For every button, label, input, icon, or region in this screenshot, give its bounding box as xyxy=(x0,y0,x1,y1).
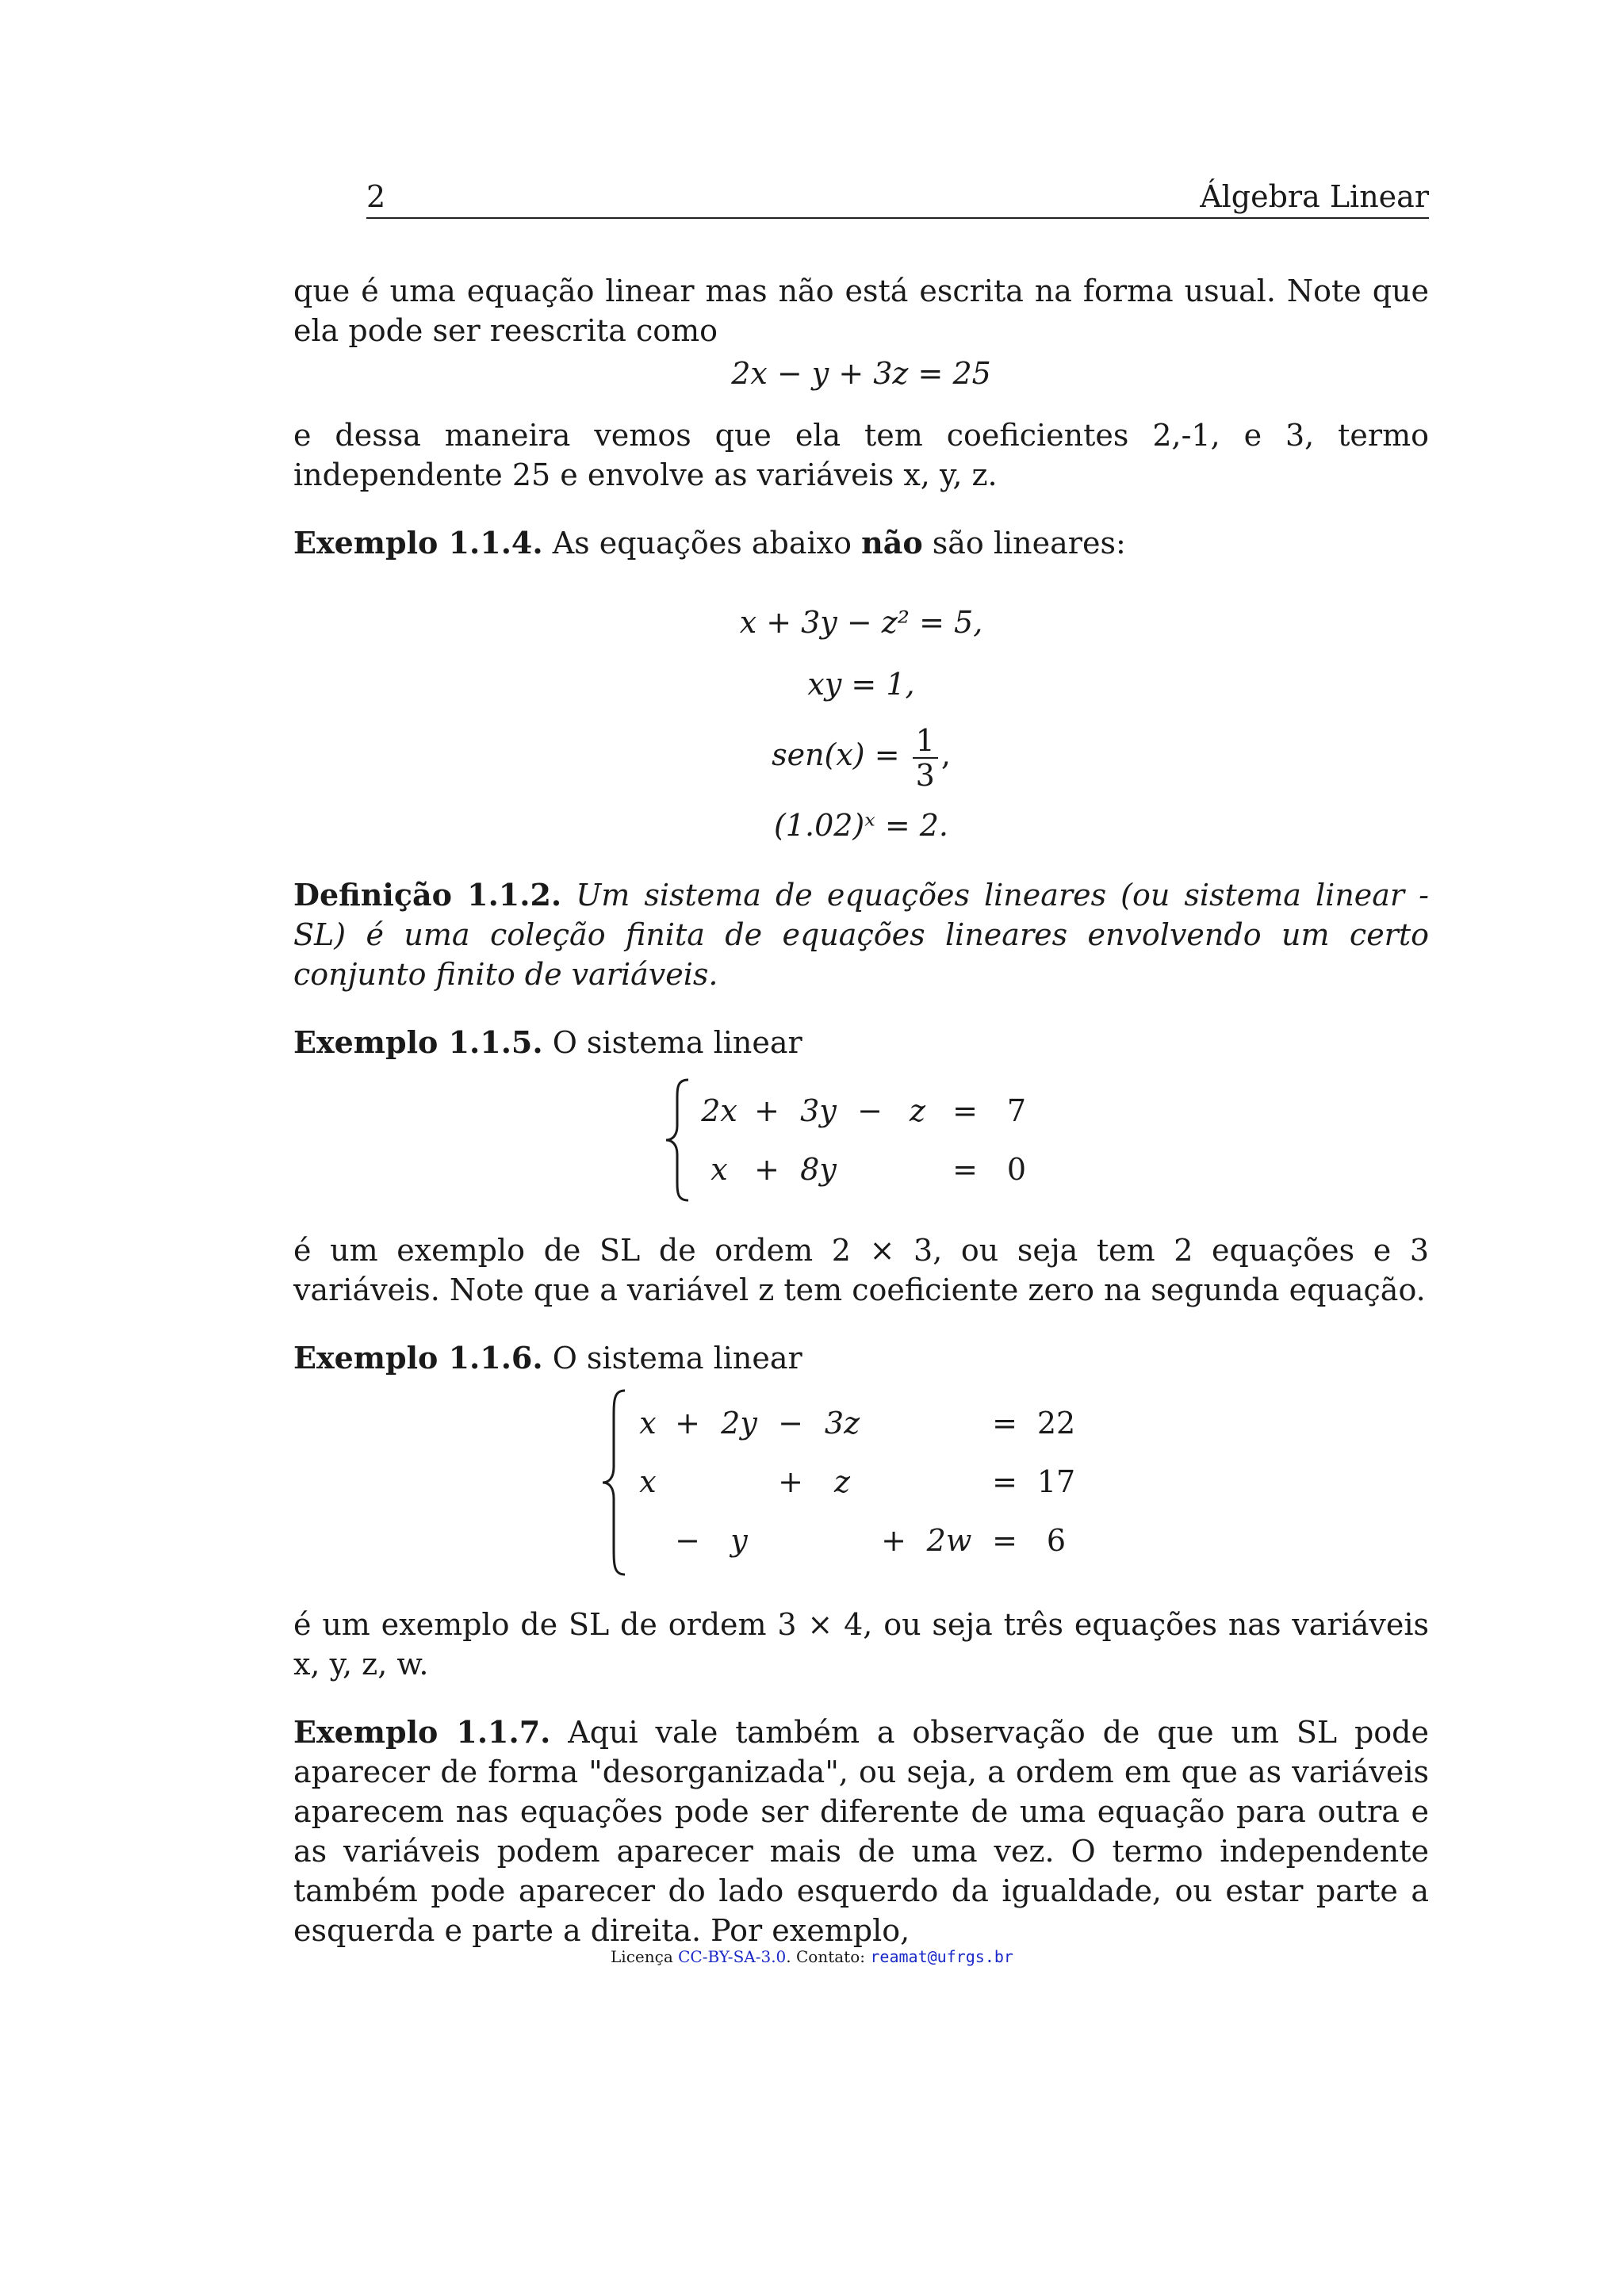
nonlinear-equations xyxy=(293,591,1429,856)
system-term: − xyxy=(675,1523,700,1558)
nonlinear-eq-1: x + 3y − z² = 5, xyxy=(739,605,983,640)
equation-rewritten: 2x − y + 3z = 25 xyxy=(731,356,991,391)
linear-system-3x4 xyxy=(599,1387,1123,1586)
system-term: z xyxy=(833,1464,851,1499)
system-term xyxy=(660,1452,715,1511)
system-term: x xyxy=(710,1152,728,1187)
system-term: + xyxy=(675,1406,700,1441)
header-title: Álgebra Linear xyxy=(1200,179,1429,214)
definition-label: Definição 1.1.2. xyxy=(293,877,562,913)
system-term: 7 xyxy=(1006,1093,1027,1128)
nonlinear-eq-3: sen(x) = $\frac{1}{3}$ , xyxy=(772,722,951,793)
system-term: 0 xyxy=(1006,1152,1027,1187)
system-term: − xyxy=(857,1093,883,1128)
license-link[interactable]: CC-BY-SA-3.0 xyxy=(678,1947,787,1966)
system-term xyxy=(636,1511,660,1570)
system-term: 2x xyxy=(701,1093,737,1128)
nonlinear-eq-2: xy = 1, xyxy=(807,667,915,702)
system-term xyxy=(763,1511,818,1570)
system-term: 2y xyxy=(721,1406,757,1441)
left-brace-icon xyxy=(663,1077,695,1203)
running-header xyxy=(366,176,1429,219)
system-term xyxy=(715,1452,763,1511)
system-term: 8y xyxy=(800,1152,837,1187)
paragraph-intro: que é uma equação linear mas não está escrita na forma usual. Note que ela pode ser reescrita como xyxy=(293,274,1429,348)
example-1-1-5: Exemplo 1.1.5. O sistema linear xyxy=(293,1024,802,1060)
system-equation-row xyxy=(699,1140,1040,1199)
system-term: = xyxy=(992,1523,1017,1558)
example-label: Exemplo 1.1.6. xyxy=(293,1340,543,1376)
page-number: 2 xyxy=(366,179,386,214)
system-term: 2w xyxy=(926,1523,972,1558)
paragraph-coefficients: e dessa maneira vemos que ela tem coeficientes 2,-1, e 3, termo independente 25 e envolve as variáveis x, y, z. xyxy=(293,418,1429,492)
left-brace-icon xyxy=(599,1387,631,1578)
example-1-1-4: Exemplo 1.1.4. As equações abaixo não são lineares: xyxy=(293,525,1126,561)
system-term: x xyxy=(639,1406,657,1441)
system-equation-row xyxy=(636,1394,1080,1452)
system-term xyxy=(898,1140,937,1199)
example-label: Exemplo 1.1.5. xyxy=(293,1024,543,1060)
linear-system-2x3 xyxy=(663,1077,1059,1211)
example-label: Exemplo 1.1.4. xyxy=(293,525,543,561)
system-term xyxy=(818,1511,866,1570)
example-label: Exemplo 1.1.7. xyxy=(293,1714,551,1750)
contact-email-link[interactable]: reamat@ufrgs.br xyxy=(870,1947,1013,1966)
system-term: = xyxy=(952,1093,978,1128)
page-body xyxy=(293,271,1429,1950)
system-term xyxy=(842,1140,898,1199)
system-term: + xyxy=(754,1093,779,1128)
example-1-1-6: Exemplo 1.1.6. O sistema linear xyxy=(293,1340,802,1376)
system-term xyxy=(921,1394,977,1452)
system-term xyxy=(866,1394,921,1452)
system-equation-row xyxy=(636,1511,1080,1570)
page-footer: Licença CC-BY-SA-3.0. Contato: reamat@ufrgs.br xyxy=(611,1947,1013,1966)
system-term: = xyxy=(952,1152,978,1187)
paragraph-order-3x4: é um exemplo de SL de ordem 3 × 4, ou seja três equações nas variáveis x, y, z, w. xyxy=(293,1607,1429,1682)
system-equation-row xyxy=(636,1452,1080,1511)
system-term: x xyxy=(639,1464,657,1499)
system-term: z xyxy=(909,1093,926,1128)
system-term: 6 xyxy=(1046,1523,1067,1558)
fraction-one-third: $\frac{1}{3}$ xyxy=(913,724,938,792)
system-table xyxy=(636,1394,1080,1570)
system-term: + xyxy=(881,1523,906,1558)
system-term: = xyxy=(992,1406,1017,1441)
paragraph-order-2x3: é um exemplo de SL de ordem 2 × 3, ou seja tem 2 equações e 3 variáveis. Note que a variável z tem coeficiente zero na segunda equação. xyxy=(293,1233,1429,1307)
system-term: = xyxy=(992,1464,1017,1499)
definition-1-1-2: Definição 1.1.2. Um sistema de equações lineares (ou sistema linear - SL) é uma coleção finita de equações lineares envolvendo um certo conjunto finito de variáveis. xyxy=(293,877,1429,992)
system-term: 3y xyxy=(800,1093,837,1128)
system-term: 17 xyxy=(1036,1464,1076,1499)
system-term xyxy=(921,1452,977,1511)
system-term: y xyxy=(730,1523,748,1558)
system-term: + xyxy=(754,1152,779,1187)
nonlinear-eq-4: (1.02)ˣ = 2. xyxy=(773,808,948,843)
system-equation-row xyxy=(699,1081,1040,1140)
system-term: 3z xyxy=(824,1406,860,1441)
system-term: + xyxy=(778,1464,803,1499)
emphasis-nao: não xyxy=(861,525,923,561)
system-table xyxy=(699,1081,1040,1199)
example-1-1-7: Exemplo 1.1.7. Aqui vale também a observação de que um SL pode aparecer de forma "desorganizada", ou seja, a ordem em que as variáveis aparecem nas equações pode ser diferente de uma equação para outra e as variáveis podem aparecer mais de uma vez. O termo independente também pode aparecer do lado esquerdo da igualdade, ou estar parte a esquerda e parte a direita. Por exemplo, xyxy=(293,1714,1429,1948)
system-term: 22 xyxy=(1036,1406,1076,1441)
system-term xyxy=(866,1452,921,1511)
system-term: − xyxy=(778,1406,803,1441)
